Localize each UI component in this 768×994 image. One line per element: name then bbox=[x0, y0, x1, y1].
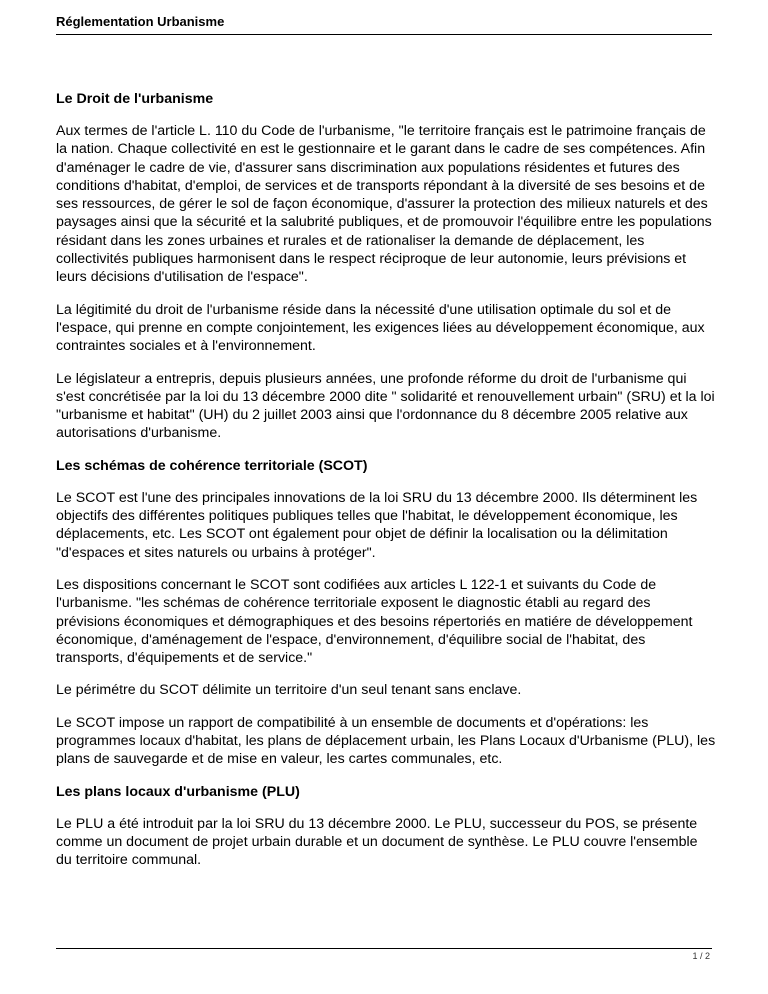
paragraph: Les dispositions concernant le SCOT sont codifiées aux articles L 122-1 et suivants du Code de l'urbanisme. "les schémas de cohérence territoriale exposent le diagnostic établi au regard des prévisions économiques et démographiques et des besoins répertoriés en matiére de développement économique, d'aménagement de l'espace, d'environnement, d'équilibre social de l'habitat, des transports, d'équipements et de service." bbox=[56, 576, 693, 667]
document-body bbox=[56, 90, 716, 884]
document-title: Réglementation Urbanisme bbox=[56, 14, 225, 29]
paragraph: Le SCOT impose un rapport de compatibilité à un ensemble de documents et d'opérations: les programmes locaux d'habitat, les plans de déplacement urbain, les Plans Locaux d'Urbanisme (PLU), les plans de sauvegarde et de mise en valeur, les cartes communales, etc. bbox=[56, 714, 716, 768]
page-number: 1 / 2 bbox=[692, 951, 710, 961]
paragraph: La légitimité du droit de l'urbanisme réside dans la nécessité d'une utilisation optimale du sol et de l'espace, qui prenne en compte conjointement, les exigences liées au développement économique, aux contraintes sociales et à l'environnement. bbox=[56, 301, 705, 355]
paragraph: Aux termes de l'article L. 110 du Code de l'urbanisme, "le territoire français est le patrimoine français de la nation. Chaque collectivité en est le gestionnaire et le garant dans le cadre de ses compétences. Afin d'aménager le cadre de vie, d'assurer sans discrimination aux populations résidentes et futures des conditions d'habitat, d'emploi, de services et de transports répondant à la diversité de ses besoins et de ses ressources, de gérer le sol de façon économique, d'assurer la protection des milieux naturels et des paysages ainsi que la sécurité et la salubrité publiques, et de promouvoir l'équilibre entre les populations résidant dans les zones urbaines et rurales et de rationaliser la demande de déplacement, les collectivités publiques harmonisent dans le respect réciproque de leur autonomie, leurs prévisions et leurs décisions d'utilisation de l'espace". bbox=[56, 123, 712, 286]
paragraph: Le législateur a entrepris, depuis plusieurs années, une profonde réforme du droit de l'urbanisme qui s'est concrétisée par la loi du 13 décembre 2000 dite " solidarité et renouvellement urbain" (SRU) et la loi "urbanisme et habitat" (UH) du 2 juillet 2003 ainsi que l'ordonnance du 8 décembre 2005 relative aux autorisations d'urbanisme. bbox=[56, 370, 715, 442]
paragraph: Le périmétre du SCOT délimite un territoire d'un seul tenant sans enclave. bbox=[56, 682, 522, 699]
page-footer bbox=[56, 948, 712, 969]
paragraph: Le SCOT est l'une des principales innovations de la loi SRU du 13 décembre 2000. Ils déterminent les objectifs des différentes politiques publiques telles que l'habitat, le développement économique, les déplacements, etc. Les SCOT ont également pour objet de définir la localisation ou la délimitation "d'espaces et sites naturels ou urbains à protéger". bbox=[56, 489, 698, 561]
section-heading: Les plans locaux d'urbanisme (PLU) bbox=[56, 783, 300, 800]
paragraph: Le PLU a été introduit par la loi SRU du 13 décembre 2000. Le PLU, successeur du POS, se présente comme un document de projet urbain durable et un document de synthèse. Le PLU couvre l'ensemble du territoire communal. bbox=[56, 815, 698, 869]
section-heading: Les schémas de cohérence territoriale (SCOT) bbox=[56, 457, 368, 474]
section-heading: Le Droit de l'urbanisme bbox=[56, 91, 214, 107]
page-header bbox=[56, 10, 712, 35]
